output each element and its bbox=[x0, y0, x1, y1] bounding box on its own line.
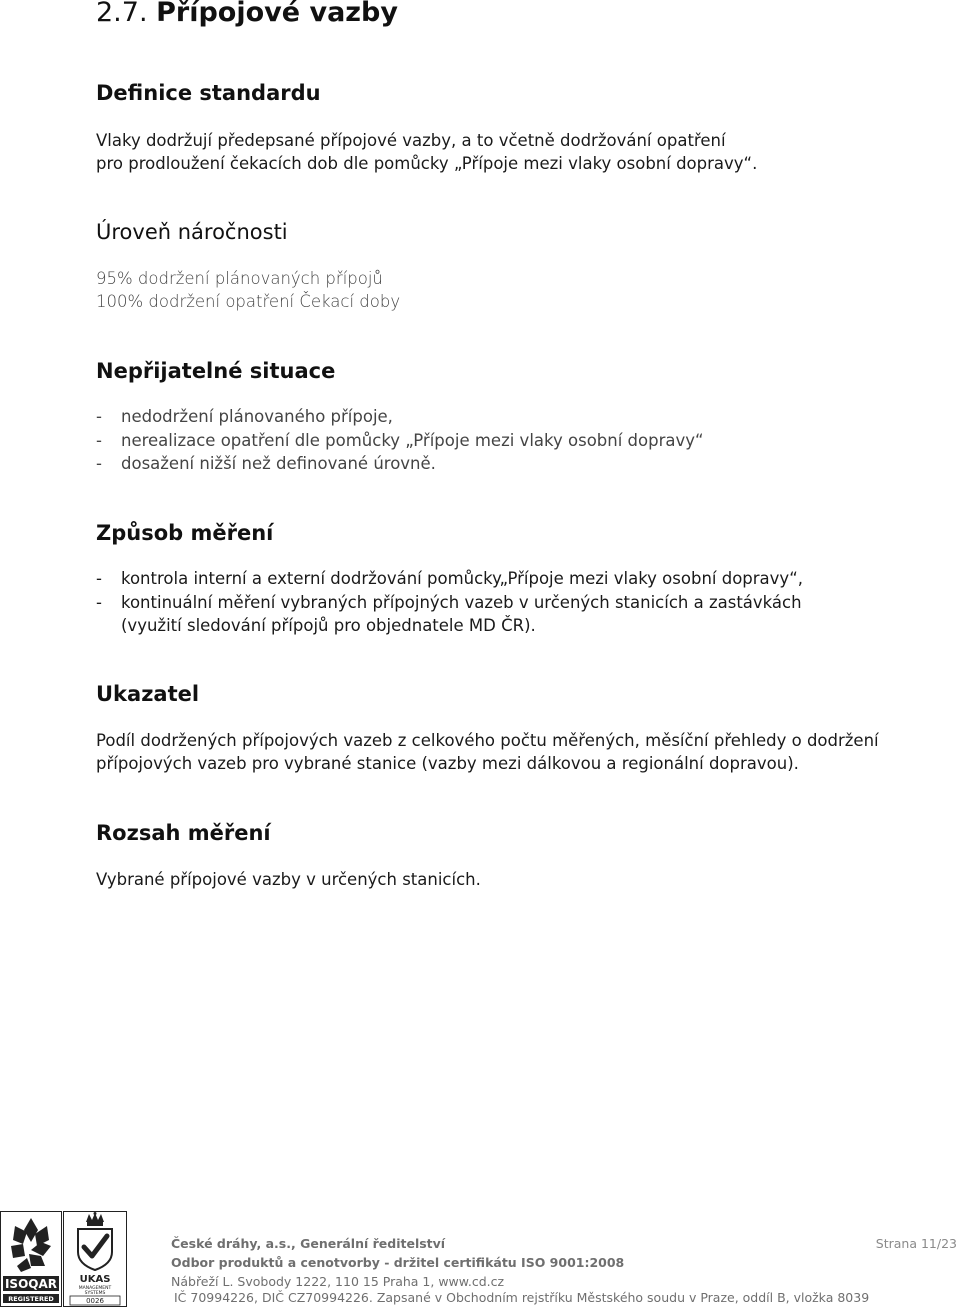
page-number: Strana 11/23 bbox=[875, 1236, 957, 1251]
heading-uroven: Úroveň náročnosti bbox=[96, 220, 288, 244]
heading-zpusob: Způsob měření bbox=[96, 521, 274, 545]
list-item bbox=[96, 405, 704, 429]
isoqar-logo-graphic bbox=[1, 1212, 61, 1306]
svg-text:0026: 0026 bbox=[86, 1297, 104, 1305]
ukas-logo-graphic bbox=[64, 1212, 126, 1306]
paragraph-line: Vlaky dodržují předepsané přípojové vazby, a to včetně dodržování opatření bbox=[96, 131, 726, 150]
paragraph-line: přípojových vazeb pro vybrané stanice (vazby mezi dálkovou a regionální dopravou). bbox=[96, 754, 799, 773]
paragraph-rozsah bbox=[96, 868, 481, 891]
paragraph-definice bbox=[96, 129, 757, 175]
dash-bullet: - bbox=[96, 407, 102, 426]
page-title-number: 2.7. bbox=[96, 0, 148, 28]
svg-text:SYSTEMS: SYSTEMS bbox=[84, 1291, 106, 1296]
list-item bbox=[96, 429, 704, 453]
svg-text:MANAGEMENT: MANAGEMENT bbox=[78, 1286, 112, 1291]
paragraph-line: Podíl dodržených přípojových vazeb z celkového počtu měřených, měsíční přehledy o dodržení bbox=[96, 731, 879, 750]
list-item-text: (využití sledování přípojů pro objednatele MD ČR). bbox=[121, 616, 536, 635]
dash-bullet: - bbox=[96, 430, 102, 450]
ukas-logo bbox=[63, 1211, 127, 1307]
list-neprijatelne bbox=[96, 405, 704, 476]
heading-ukazatel: Ukazatel bbox=[96, 682, 200, 706]
list-item-text: nedodržení plánovaného přípoje, bbox=[121, 407, 393, 426]
list-item bbox=[96, 567, 803, 591]
footer-department: Odbor produktů a cenotvorby - držitel certifikátu ISO 9001:2008 bbox=[171, 1255, 625, 1270]
footer-registry: IČ 70994226, DIČ CZ70994226. Zapsané v Obchodním rejstříku Městského soudu v Praze, oddíl B, vložka 8039 bbox=[174, 1290, 870, 1305]
paragraph-line: Vybrané přípojové vazby v určených stanicích. bbox=[96, 870, 481, 889]
svg-text:ISOQAR: ISOQAR bbox=[4, 1277, 58, 1291]
paragraph-ukazatel bbox=[96, 729, 879, 775]
paragraph-line: 95% dodržení plánovaných přípojů bbox=[96, 269, 383, 288]
footer-address: Nábřeží L. Svobody 1222, 110 15 Praha 1, www.cd.cz bbox=[171, 1274, 505, 1289]
list-item bbox=[96, 591, 803, 615]
svg-text:UKAS: UKAS bbox=[79, 1274, 111, 1285]
dash-bullet: - bbox=[96, 454, 102, 473]
list-zpusob bbox=[96, 567, 803, 638]
footer-contact bbox=[171, 1234, 624, 1291]
page-title-text: Přípojové vazby bbox=[156, 0, 398, 28]
paragraph-uroven bbox=[96, 267, 400, 313]
paragraph-line: 100% dodržení opatření Čekací doby bbox=[96, 292, 401, 311]
certification-logos bbox=[0, 1211, 127, 1307]
heading-neprijatelne: Nepřijatelné situace bbox=[96, 359, 336, 383]
list-item-continuation bbox=[96, 614, 803, 638]
isoqar-logo bbox=[0, 1211, 62, 1307]
svg-text:REGISTERED: REGISTERED bbox=[8, 1295, 54, 1303]
dash-bullet: - bbox=[96, 569, 102, 588]
footer-company: České dráhy, a.s., Generální ředitelství bbox=[171, 1236, 446, 1251]
paragraph-line: pro prodloužení čekacích dob dle pomůcky „Přípoje mezi vlaky osobní dopravy“. bbox=[96, 154, 758, 173]
list-item-text: nerealizace opatření dle pomůcky „Přípoje mezi vlaky osobní dopravy“ bbox=[121, 430, 704, 450]
list-item-text: kontrola interní a externí dodržování pomůcky„Přípoje mezi vlaky osobní dopravy“, bbox=[121, 569, 803, 588]
heading-rozsah: Rozsah měření bbox=[96, 821, 271, 845]
page-title bbox=[96, 0, 398, 30]
list-item bbox=[96, 452, 704, 476]
dash-bullet: - bbox=[96, 592, 102, 612]
heading-definice: Definice standardu bbox=[96, 81, 321, 105]
list-item-text: kontinuální měření vybraných přípojných vazeb v určených stanicích a zastávkách bbox=[121, 592, 802, 612]
list-item-text: dosažení nižší než definované úrovně. bbox=[121, 454, 436, 473]
